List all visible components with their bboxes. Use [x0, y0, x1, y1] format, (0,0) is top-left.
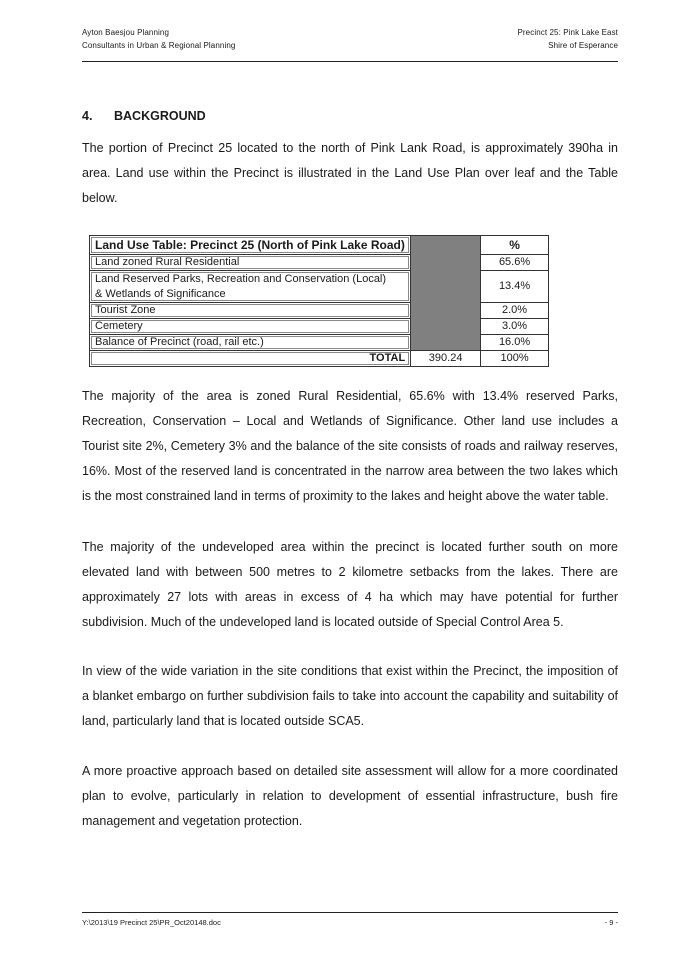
row-label: Cemetery	[90, 319, 411, 335]
table-title: Land Use Table: Precinct 25 (North of Pink Lake Road)	[90, 236, 411, 255]
row-label	[90, 271, 411, 303]
pct-column-header: %	[481, 236, 549, 255]
table-row	[90, 271, 549, 303]
paragraph-site-conditions: In view of the wide variation in the site conditions that exist within the Precinct, the imposition of a blanket embargo on further subdivision fails to take into account the capability and suitability of land, particularly land that is located outside SCA5.	[82, 664, 618, 728]
table-row	[90, 255, 549, 271]
page-footer	[82, 912, 618, 927]
header-left	[82, 26, 235, 52]
document-title: Precinct 25: Pink Lake East	[517, 28, 618, 37]
header-right	[517, 26, 618, 52]
total-label: TOTAL	[90, 351, 411, 367]
page-number: - 9 -	[604, 918, 618, 927]
shire-name: Shire of Esperance	[548, 41, 618, 50]
row-label: Balance of Precinct (road, rail etc.)	[90, 335, 411, 351]
table-row	[90, 319, 549, 335]
row-label: Tourist Zone	[90, 303, 411, 319]
table-row	[90, 335, 549, 351]
row-pct: 13.4%	[481, 271, 549, 303]
paragraph-proactive-approach: A more proactive approach based on detailed site assessment will allow for a more coordinated plan to evolve, particularly in relation to development of essential infrastructure, bush fire management and vegetation protection.	[82, 764, 618, 828]
total-pct: 100%	[481, 351, 549, 367]
section-number: 4.	[82, 109, 93, 123]
firm-tagline: Consultants in Urban & Regional Planning	[82, 41, 236, 50]
paragraph-intro: The portion of Precinct 25 located to the north of Pink Lank Road, is approximately 390ha in area. Land use within the Precinct is illustrated in the Land Use Plan over leaf and the Table below.	[82, 141, 618, 205]
row-label-line: Land Reserved Parks, Recreation and Conservation (Local)	[95, 272, 387, 285]
paragraph-undeveloped: The majority of the undeveloped area within the precinct is located further south on more elevated land with between 500 metres to 2 kilometre setbacks from the lakes. There are approximately 27 lots with areas in excess of 4 ha which may have potential for further subdivision. Much of the undeveloped land is located outside of Special Control Area 5.	[82, 540, 618, 629]
section-heading	[82, 109, 206, 123]
row-pct: 16.0%	[481, 335, 549, 351]
row-label-line: & Wetlands of Significance	[95, 287, 226, 300]
row-label: Land zoned Rural Residential	[90, 255, 411, 271]
table-total-row	[90, 351, 549, 367]
table-header-row	[90, 236, 549, 255]
firm-name: Ayton Baesjou Planning	[82, 28, 170, 37]
paragraph-zoning: The majority of the area is zoned Rural Residential, 65.6% with 13.4% reserved Parks, Recreation, Conservation – Local and Wetlands of Significance. Other land use includes a Tourist site 2%, Cemetery 3% and the balance of the site consists of roads and railway reserves, 16%. Most of the reserved land is concentrated in the narrow area between the two lakes which is the most constrained land in terms of proximity to the lakes and height above the water table.	[82, 389, 618, 503]
row-pct: 65.6%	[481, 255, 549, 271]
file-path: Y:\2013\19 Precinct 25\PR_Oct20148.doc	[82, 918, 221, 927]
section-title: BACKGROUND	[114, 109, 206, 123]
table-row	[90, 303, 549, 319]
land-use-table	[89, 235, 549, 367]
row-pct: 3.0%	[481, 319, 549, 335]
area-column-shaded	[411, 236, 481, 351]
page-header	[82, 26, 618, 62]
total-area: 390.24	[411, 351, 481, 367]
row-pct: 2.0%	[481, 303, 549, 319]
